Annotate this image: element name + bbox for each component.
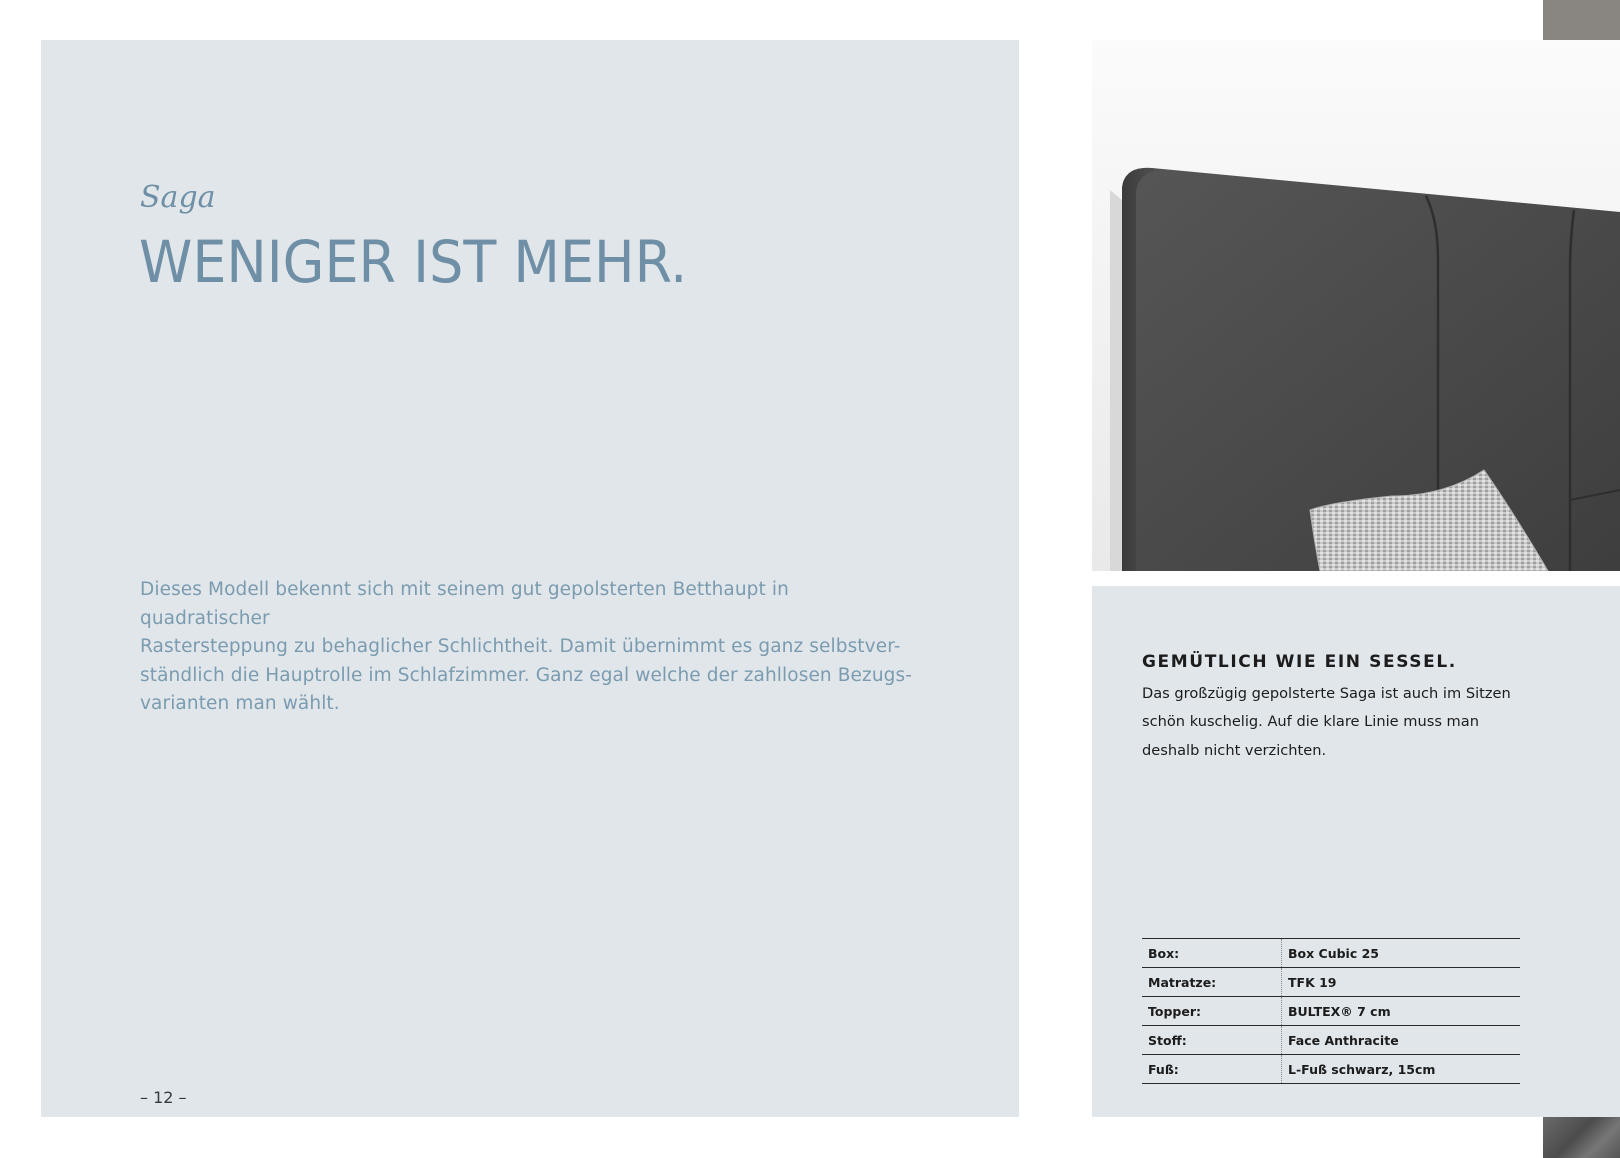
table-row xyxy=(1142,1026,1520,1055)
intro-line: ständlich die Hauptrolle im Schlafzimmer. Ganz egal welche der zahllosen Bezugs- xyxy=(140,664,913,686)
intro-line: varianten man wählt. xyxy=(140,693,340,715)
intro-line: Dieses Modell bekennt sich mit seinem gut gepolsterten Betthaupt in quadratischer xyxy=(140,579,789,629)
spec-value: Box Cubic 25 xyxy=(1288,945,1379,961)
intro-line: Rastersteppung zu behaglicher Schlichtheit. Damit übernimmt es ganz selbstver- xyxy=(140,636,901,658)
spec-label: Fuß: xyxy=(1142,1055,1282,1084)
spec-label: Box: xyxy=(1142,939,1282,968)
spec-label: Stoff: xyxy=(1142,1026,1282,1055)
table-row xyxy=(1142,939,1520,968)
feature-line: schön kuschelig. Auf die klare Linie muss man xyxy=(1142,713,1479,731)
page-headline: WENIGER IST MEHR. xyxy=(139,228,688,296)
table-row xyxy=(1142,1055,1520,1084)
spec-value: BULTEX® 7 cm xyxy=(1288,1003,1391,1019)
spec-label: Matratze: xyxy=(1142,968,1282,997)
feature-line: Das großzügig gepolsterte Saga ist auch im Sitzen xyxy=(1142,685,1511,702)
page-number: – 12 – xyxy=(140,1088,187,1107)
feature-paragraph xyxy=(1142,680,1532,765)
table-row xyxy=(1142,997,1520,1026)
corner-tab-bottom xyxy=(1543,1117,1620,1158)
headboard-photo xyxy=(1092,40,1620,571)
intro-paragraph xyxy=(140,576,920,719)
spec-value: TFK 19 xyxy=(1288,974,1337,990)
feature-heading: GEMÜTLICH WIE EIN SESSEL. xyxy=(1142,652,1457,672)
spec-table xyxy=(1142,938,1520,1084)
headboard-shadow xyxy=(1110,190,1122,571)
spec-label: Topper: xyxy=(1142,997,1282,1026)
spec-value: L-Fuß schwarz, 15cm xyxy=(1288,1061,1436,1077)
corner-tab-top xyxy=(1543,0,1620,40)
table-row xyxy=(1142,968,1520,997)
model-name: Saga xyxy=(140,180,216,215)
spec-value: Face Anthracite xyxy=(1288,1032,1399,1048)
feature-line: deshalb nicht verzichten. xyxy=(1142,741,1327,759)
left-page-panel xyxy=(41,40,1019,1117)
right-page-panel xyxy=(1092,586,1620,1117)
